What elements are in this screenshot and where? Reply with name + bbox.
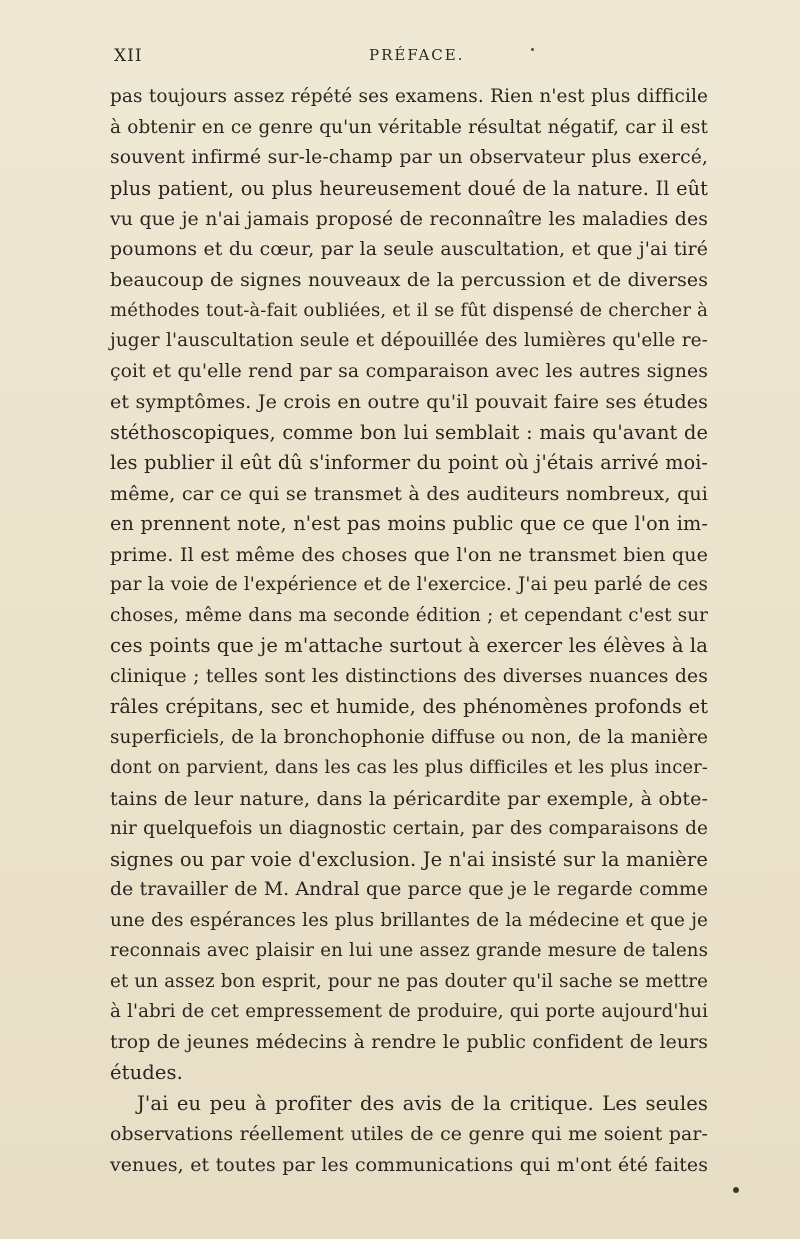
page-number: XII	[114, 46, 143, 66]
text-line: pas toujours assez répété ses examens. Rien n'est plus difficile	[110, 86, 708, 107]
text-line: une des espérances les plus brillantes de la médecine et que je	[110, 909, 708, 931]
text-line: et un assez bon esprit, pour ne pas douter qu'il sache se mettre	[110, 970, 708, 992]
text-line: prime. Il est même des choses que l'on ne transmet bien que	[110, 542, 708, 566]
text-line: vu que je n'ai jamais proposé de reconnaître les maladies des	[110, 208, 708, 230]
body-text	[110, 82, 708, 1180]
text-line: en prennent note, n'est pas moins public que ce que l'on im-	[110, 512, 708, 535]
text-line: observations réellement utiles de ce genre qui me soient par-	[110, 1123, 708, 1145]
text-line: clinique ; telles sont les distinctions des diverses nuances des	[110, 665, 708, 687]
text-line: signes ou par voie d'exclusion. Je n'ai insisté sur la manière	[110, 847, 708, 871]
text-line: superficiels, de la bronchophonie diffuse ou non, de la manière	[110, 726, 708, 748]
text-line: râles crépitans, sec et humide, des phénomènes profonds et	[110, 695, 708, 718]
text-line: à obtenir en ce genre qu'un véritable résultat négatif, car il est	[110, 116, 708, 138]
text-line: choses, même dans ma seconde édition ; et cependant c'est sur	[110, 604, 708, 626]
text-line-paragraph-start: J'ai eu peu à profiter des avis de la critique. Les seules	[137, 1091, 708, 1115]
text-line: les publier il eût dû s'informer du point où j'étais arrivé moi-	[110, 451, 708, 474]
text-line-paragraph-end: études.	[110, 1061, 183, 1084]
text-line: même, car ce qui se transmet à des auditeurs nombreux, qui	[110, 481, 708, 505]
text-line: trop de jeunes médecins à rendre le public confident de leurs	[110, 1031, 708, 1053]
text-line: nir quelquefois un diagnostic certain, par des comparaisons de	[110, 818, 708, 839]
text-line: venues, et toutes par les communications qui m'ont été faites	[110, 1153, 708, 1176]
text-line: par la voie de l'expérience et de l'exercice. J'ai peu parlé de ces	[110, 574, 708, 595]
running-head	[0, 46, 800, 76]
text-line: çoit et qu'elle rend par sa comparaison avec les autres signes	[110, 360, 708, 382]
text-line: souvent infirmé sur-le-champ par un observateur plus exercé,	[110, 147, 708, 168]
text-line: dont on parvient, dans les cas les plus difficiles et les plus incer-	[110, 757, 708, 778]
running-title: PRÉFACE.	[369, 46, 465, 64]
text-line: à l'abri de cet empressement de produire, qui porte aujourd'hui	[110, 1001, 708, 1022]
text-line: tains de leur nature, dans la péricardite par exemple, à obte-	[110, 787, 708, 810]
print-speck	[733, 1187, 739, 1193]
text-line: et symptômes. Je crois en outre qu'il pouvait faire ses études	[110, 391, 708, 413]
text-line: juger l'auscultation seule et dépouillée des lumières qu'elle re-	[110, 330, 708, 351]
text-line: beaucoup de signes nouveaux de la percussion et de diverses	[110, 269, 708, 291]
text-line: reconnais avec plaisir en lui une assez grande mesure de talens	[110, 940, 708, 961]
text-line: de travailler de M. Andral que parce que je le regarde comme	[110, 879, 708, 900]
text-line: poumons et du cœur, par la seule auscultation, et que j'ai tiré	[110, 238, 708, 260]
print-speck	[531, 48, 534, 51]
text-line: stéthoscopiques, comme bon lui semblait : mais qu'avant de	[110, 420, 708, 444]
text-line: ces points que je m'attache surtout à exercer les élèves à la	[110, 634, 708, 657]
text-line: méthodes tout-à-fait oubliées, et il se fût dispensé de chercher à	[110, 299, 708, 321]
text-line: plus patient, ou plus heureusement doué de la nature. Il eût	[110, 176, 708, 200]
